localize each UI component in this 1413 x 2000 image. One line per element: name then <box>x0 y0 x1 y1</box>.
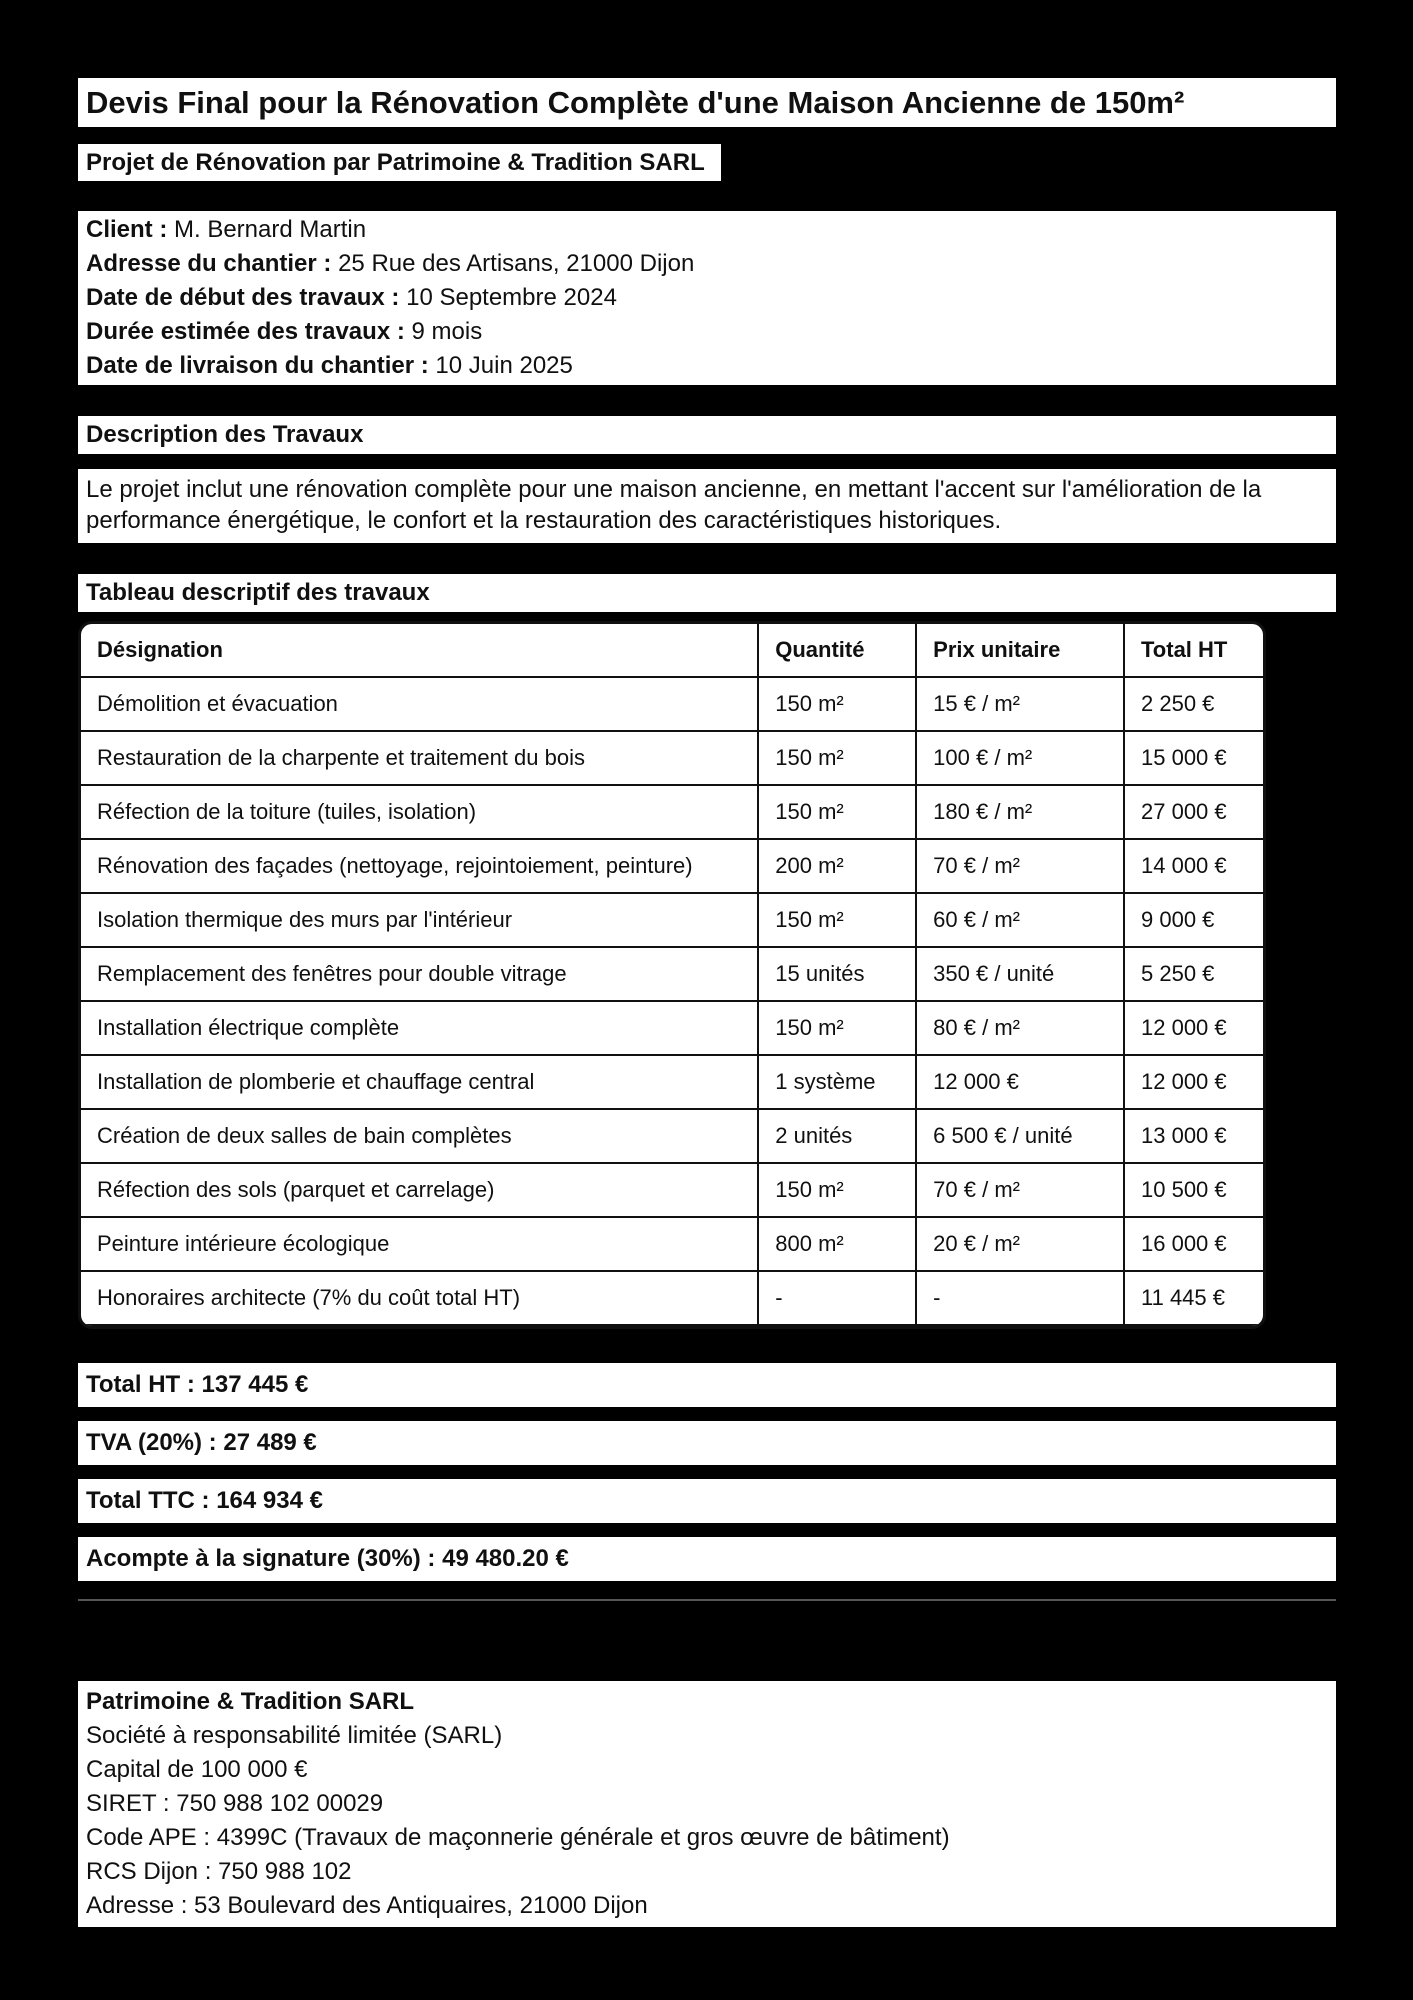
column-header-total-ht: Total HT <box>1124 624 1263 677</box>
cell-designation: Isolation thermique des murs par l'intérieur <box>81 893 758 947</box>
cell-designation: Réfection de la toiture (tuiles, isolation) <box>81 785 758 839</box>
company-name: Patrimoine & Tradition SARL <box>86 1688 415 1715</box>
info-label: Client : <box>86 216 168 243</box>
cell-quantite: 150 m² <box>758 1163 916 1217</box>
works-table-body <box>81 677 1263 1325</box>
cell-total-ht: 11 445 € <box>1124 1271 1263 1325</box>
table-row <box>81 1217 1263 1271</box>
cell-quantite: - <box>758 1271 916 1325</box>
table-row <box>81 947 1263 1001</box>
cell-quantite: 200 m² <box>758 839 916 893</box>
cell-designation: Peinture intérieure écologique <box>81 1217 758 1271</box>
cell-total-ht: 16 000 € <box>1124 1217 1263 1271</box>
cell-prix-unitaire: 180 € / m² <box>916 785 1124 839</box>
info-label: Date de début des travaux : <box>86 284 400 311</box>
cell-designation: Réfection des sols (parquet et carrelage) <box>81 1163 758 1217</box>
total-value: 137 445 € <box>201 1371 309 1398</box>
cell-quantite: 800 m² <box>758 1217 916 1271</box>
info-value: 25 Rue des Artisans, 21000 Dijon <box>338 250 695 277</box>
cell-total-ht: 27 000 € <box>1124 785 1263 839</box>
table-row <box>81 1163 1263 1217</box>
client-info-line <box>86 315 1328 349</box>
cell-prix-unitaire: 12 000 € <box>916 1055 1124 1109</box>
divider-line <box>78 1599 1336 1601</box>
cell-designation: Honoraires architecte (7% du coût total HT) <box>81 1271 758 1325</box>
cell-prix-unitaire: 15 € / m² <box>916 677 1124 731</box>
table-row <box>81 1271 1263 1325</box>
total-value: 164 934 € <box>216 1487 323 1514</box>
cell-prix-unitaire: 6 500 € / unité <box>916 1109 1124 1163</box>
cell-total-ht: 2 250 € <box>1124 677 1263 731</box>
works-table-header <box>81 624 1263 677</box>
cell-designation: Remplacement des fenêtres pour double vitrage <box>81 947 758 1001</box>
cell-prix-unitaire: 20 € / m² <box>916 1217 1124 1271</box>
totals-section <box>78 1363 1336 1581</box>
document-title: Devis Final pour la Rénovation Complète d'une Maison Ancienne de 150m² <box>78 78 1336 127</box>
cell-prix-unitaire: - <box>916 1271 1124 1325</box>
works-table-heading: Tableau descriptif des travaux <box>78 574 1336 612</box>
document-subtitle: Projet de Rénovation par Patrimoine & Tradition SARL <box>78 144 721 181</box>
cell-prix-unitaire: 60 € / m² <box>916 893 1124 947</box>
company-info-line: RCS Dijon : 750 988 102 <box>86 1858 352 1885</box>
total-label: Acompte à la signature (30%) : <box>86 1545 436 1572</box>
client-info-line <box>86 247 1328 281</box>
cell-designation: Création de deux salles de bain complètes <box>81 1109 758 1163</box>
total-line <box>78 1363 1336 1407</box>
table-row <box>81 731 1263 785</box>
cell-designation: Restauration de la charpente et traitement du bois <box>81 731 758 785</box>
total-label: TVA (20%) : <box>86 1429 217 1456</box>
company-info-block <box>78 1681 1336 1927</box>
column-header-quantite: Quantité <box>758 624 916 677</box>
cell-total-ht: 10 500 € <box>1124 1163 1263 1217</box>
total-line <box>78 1479 1336 1523</box>
client-info-line <box>86 213 1328 247</box>
cell-quantite: 15 unités <box>758 947 916 1001</box>
cell-quantite: 150 m² <box>758 785 916 839</box>
cell-quantite: 150 m² <box>758 731 916 785</box>
cell-prix-unitaire: 70 € / m² <box>916 1163 1124 1217</box>
table-row <box>81 1055 1263 1109</box>
company-info-line: Code APE : 4399C (Travaux de maçonnerie générale et gros œuvre de bâtiment) <box>86 1824 950 1851</box>
cell-designation: Installation de plomberie et chauffage central <box>81 1055 758 1109</box>
table-row <box>81 839 1263 893</box>
cell-total-ht: 12 000 € <box>1124 1055 1263 1109</box>
client-info-line <box>86 281 1328 315</box>
description-heading: Description des Travaux <box>78 416 1336 454</box>
company-info-line: Capital de 100 000 € <box>86 1756 308 1783</box>
description-text: Le projet inclut une rénovation complète pour une maison ancienne, en mettant l'accent sur l'amélioration de la performance énergétique, le confort et la restauration des caractéristiques historiques. <box>78 469 1336 543</box>
total-label: Total HT : <box>86 1371 195 1398</box>
info-value: 10 Septembre 2024 <box>406 284 617 311</box>
client-info-block <box>78 211 1336 385</box>
info-value: M. Bernard Martin <box>174 216 367 243</box>
cell-designation: Rénovation des façades (nettoyage, rejointoiement, peinture) <box>81 839 758 893</box>
cell-total-ht: 5 250 € <box>1124 947 1263 1001</box>
table-row <box>81 1001 1263 1055</box>
total-value: 49 480.20 € <box>442 1545 569 1572</box>
total-value: 27 489 € <box>223 1429 317 1456</box>
header-row <box>81 624 1263 677</box>
cell-quantite: 150 m² <box>758 1001 916 1055</box>
info-label: Durée estimée des travaux : <box>86 318 405 345</box>
works-table-grid <box>81 624 1263 1326</box>
column-header-designation: Désignation <box>81 624 758 677</box>
company-info-line: Adresse : 53 Boulevard des Antiquaires, 21000 Dijon <box>86 1892 648 1919</box>
cell-quantite: 150 m² <box>758 677 916 731</box>
table-row <box>81 677 1263 731</box>
cell-prix-unitaire: 350 € / unité <box>916 947 1124 1001</box>
total-label: Total TTC : <box>86 1487 210 1514</box>
company-info-line: Société à responsabilité limitée (SARL) <box>86 1722 503 1749</box>
company-info-line: SIRET : 750 988 102 00029 <box>86 1790 384 1817</box>
cell-quantite: 2 unités <box>758 1109 916 1163</box>
table-row <box>81 893 1263 947</box>
cell-total-ht: 15 000 € <box>1124 731 1263 785</box>
info-label: Date de livraison du chantier : <box>86 352 429 379</box>
cell-total-ht: 9 000 € <box>1124 893 1263 947</box>
table-row <box>81 1109 1263 1163</box>
cell-prix-unitaire: 70 € / m² <box>916 839 1124 893</box>
info-label: Adresse du chantier : <box>86 250 332 277</box>
info-value: 10 Juin 2025 <box>435 352 573 379</box>
cell-quantite: 1 système <box>758 1055 916 1109</box>
cell-quantite: 150 m² <box>758 893 916 947</box>
total-line <box>78 1537 1336 1581</box>
column-header-prix-unitaire: Prix unitaire <box>916 624 1124 677</box>
works-table <box>78 621 1266 1329</box>
client-info-line <box>86 349 1328 383</box>
cell-total-ht: 13 000 € <box>1124 1109 1263 1163</box>
table-row <box>81 785 1263 839</box>
cell-prix-unitaire: 100 € / m² <box>916 731 1124 785</box>
cell-total-ht: 14 000 € <box>1124 839 1263 893</box>
cell-prix-unitaire: 80 € / m² <box>916 1001 1124 1055</box>
cell-total-ht: 12 000 € <box>1124 1001 1263 1055</box>
cell-designation: Démolition et évacuation <box>81 677 758 731</box>
info-value: 9 mois <box>411 318 483 345</box>
cell-designation: Installation électrique complète <box>81 1001 758 1055</box>
total-line <box>78 1421 1336 1465</box>
